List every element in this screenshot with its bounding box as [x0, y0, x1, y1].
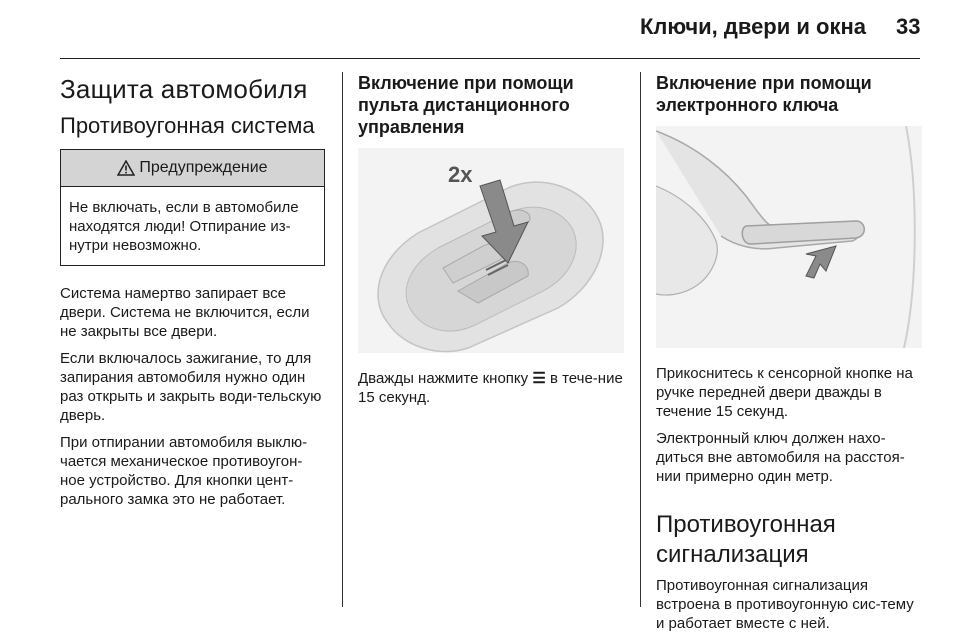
section-heading: Защита автомобиля: [60, 74, 308, 104]
lock-button-icon: ☰: [532, 370, 546, 387]
right-column: [656, 72, 922, 641]
figure-caption: [358, 369, 624, 407]
column-divider: [640, 72, 641, 607]
caption-text: Дважды нажмите кнопку: [358, 370, 529, 387]
paragraph: Если включалось зажигание, то для запирания автомобиля нужно один раз открыть и закрыть води-тельскую дверь.: [60, 350, 322, 424]
paragraph: Электронный ключ должен нахо-диться вне автомобиля на расстоя-нии примерно один метр.: [656, 430, 905, 485]
paragraph: Противоугонная сигнализация встроена в противоугонную сис-тему и работает вместе с ней.: [656, 577, 914, 632]
door-handle-illustration: [656, 126, 922, 348]
caption-text: в тече-ние 15 секунд.: [358, 370, 623, 406]
page-header-title: Ключи, двери и окна: [640, 14, 866, 39]
page-number: 33: [896, 14, 921, 39]
warning-header: [61, 150, 324, 187]
section-heading: Включение при помощи электронного ключа: [656, 73, 872, 115]
warning-icon: [117, 160, 135, 176]
remote-key-illustration: [358, 148, 624, 353]
paragraph: Система намертво запирает все двери. Система не включится, если не закрыты все двери.: [60, 285, 310, 340]
middle-column: [358, 72, 624, 415]
warning-title: Предупреждение: [139, 159, 268, 176]
door-handle-drawing: [656, 126, 922, 348]
column-divider: [342, 72, 343, 607]
section-heading: Включение при помощи пульта дистанционного управления: [358, 73, 574, 137]
paragraph: При отпирании автомобиля выклю-чается механическое противоугон-ное устройство. Для кнопки цент-рального замка это не работает.: [60, 434, 308, 508]
paragraph: Прикоснитесь к сенсорной кнопке на ручке передней двери дважды в течение 15 секунд.: [656, 365, 913, 420]
press-twice-label: 2x: [448, 162, 473, 187]
header-divider: [60, 58, 920, 59]
section-heading: Противоугонная сигнализация: [656, 511, 836, 568]
warning-box: [60, 149, 325, 266]
touch-arrow-icon: [806, 246, 836, 278]
warning-text: Не включать, если в автомобиле находятся люди! Отпирание из-нутри невозможно.: [69, 199, 299, 254]
remote-key-drawing: [358, 148, 624, 353]
left-column: [60, 72, 325, 517]
subsection-heading: Противоугонная система: [60, 113, 315, 138]
